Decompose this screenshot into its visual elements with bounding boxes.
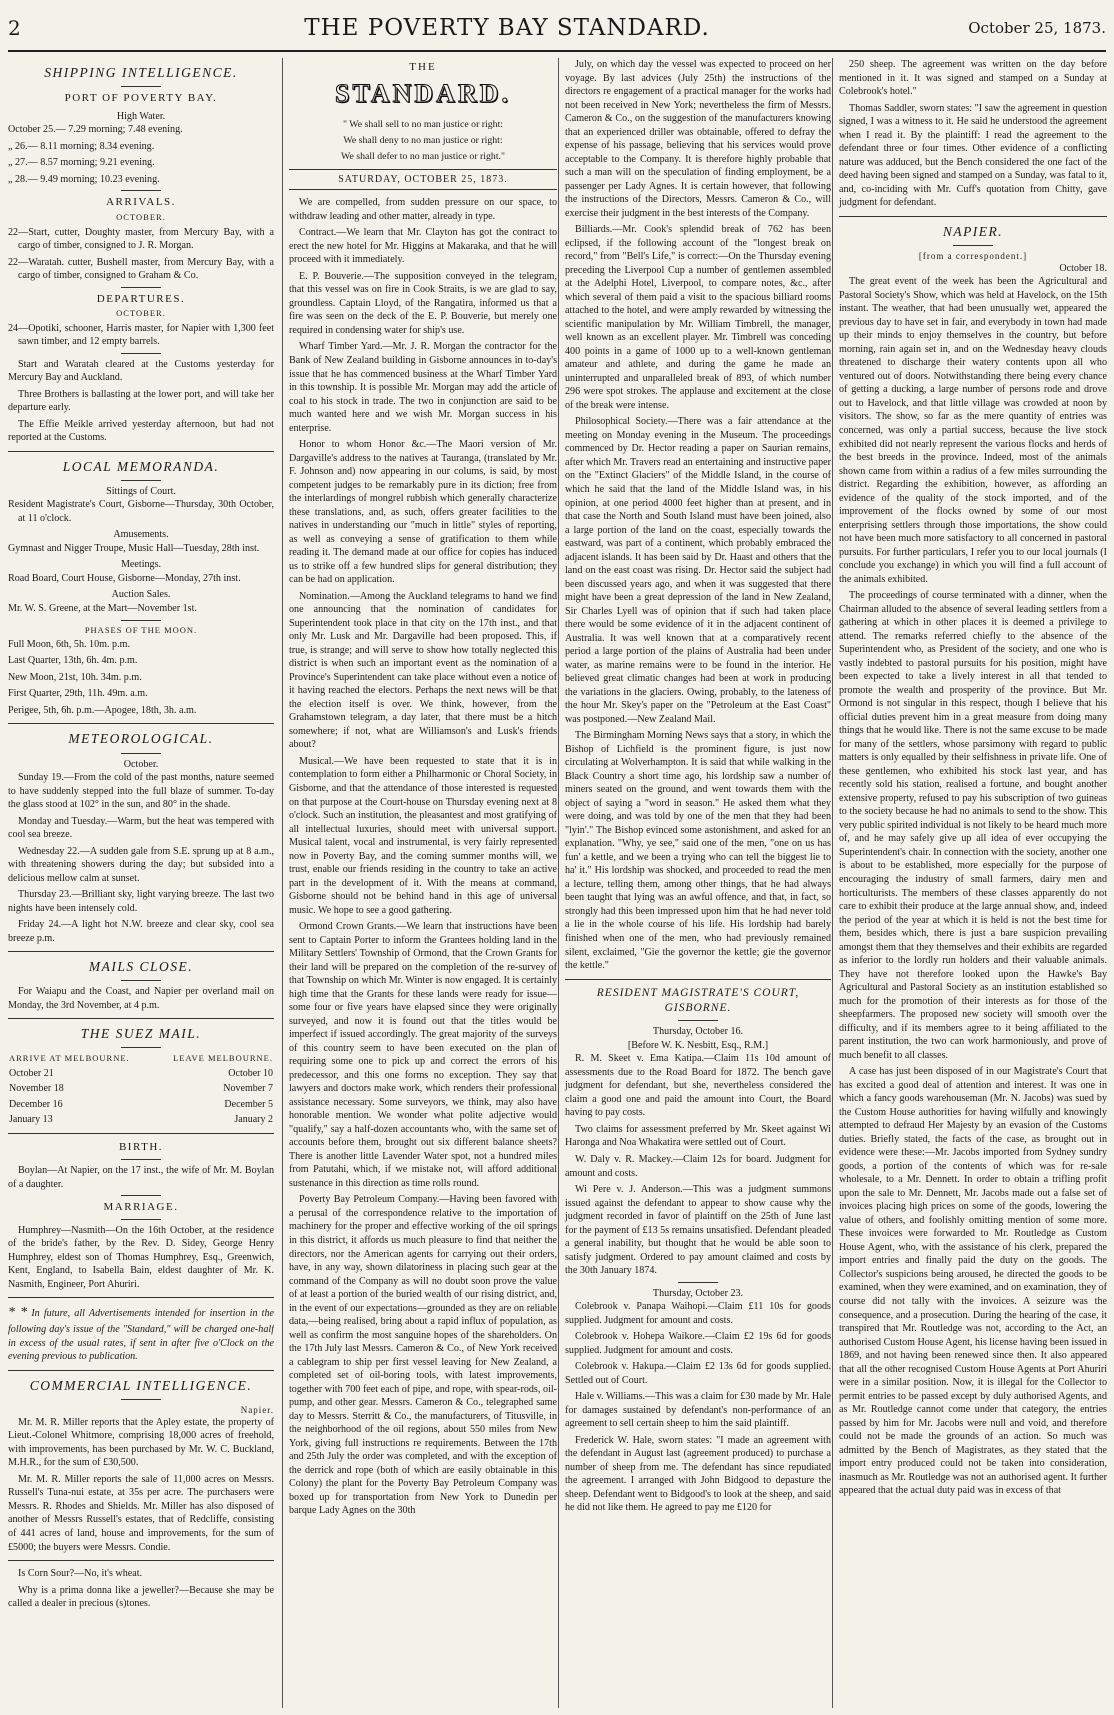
motto-line: " We shall sell to no man justice or right: [342, 118, 504, 130]
column-2 [282, 58, 557, 1708]
moon-heading: PHASES OF THE MOON. [84, 624, 198, 635]
auction-heading: Auction Sales. [111, 589, 171, 601]
masthead [8, 6, 1106, 52]
court-case: Colebrook v. Hohepa Waikore.—Claim £2 19s 6d for goods supplied. Judgment for amount and costs. [565, 1331, 831, 1356]
table-cell: December 5 [224, 1098, 273, 1110]
table-row [8, 1097, 274, 1112]
commercial-paragraph: Mr. M. R. Miller reports the sale of 11,000 acres on Messrs. Russell's Tuna-nui estate, at 35s per acre. The purchasers were Messrs. R. Rhodes and Shields. Mr. Miller has also disposed of another of Messrs Russell's estates, that of Redcliffe, consisting of 441 acres of land, house and improvements, for the sum of £5000; the buyers were Messrs. Condie. [8, 1473, 274, 1553]
moon-phase-entry: First Quarter, 29th, 11h. 49m. a.m. [8, 688, 148, 700]
napier-correspondent: [from a correspondent.] [918, 250, 1028, 261]
weather-entry: Thursday 23.—Brilliant sky, light varying breeze. The last two nights have been intensely cold. [8, 889, 274, 914]
divider [121, 1219, 161, 1220]
divider [121, 753, 161, 754]
divider [121, 1399, 161, 1400]
editorial-paragraph: Musical.—We have been requested to state that it is in contemplation to form either a Philharmonic or Choral Society, in Gisborne, and that the attendance of those interested is requested on that purpose at the Court-house on Thursday evening next at 8 o'clock. Such an institution, the pleasantest and most gratifying of all intellectual luxuries, should meet with universal support. Musical talent, vocal and instrumental, is very fairly represented now in Poverty Bay, and the coming summer months will, we trust, enable our friends residing in the country to take an active part in the development of it. With the means at command, Gisborne should not be behind hand in this age of universal music. We hope to see a good gathering. [289, 755, 557, 916]
news-paragraph: Billiards.—Mr. Cook's splendid break of 762 has been eclipsed, if the following account of the "longest break on record," from "Bell's Life," is correct:—On the Thursday evening preceding the Liverpool Cup a number of gentlemen assembled at the Adelphi Hotel, Liverpool, to compare notes, &c., after which several of them paid a visit to the spacious billiard rooms attached to the hotel, and were amply rewarded by witnessing the scientific manipulation by Mr. William Timbrell, the manager, well known as an excellent player. Mr. Timbrell was conceding 400 points in a game of 1000 up to a well-known gentleman amateur and athlete, and during the game he made an uninterrupted and unparalleled break of 893, of which number 296 were spot strokes. The applause and excitement at the close of the break were intense. [565, 224, 831, 411]
moon-phase-entry: Last Quarter, 13th, 6h. 4m. p.m. [8, 655, 138, 667]
page-columns [8, 58, 1106, 1708]
suez-mail-heading: THE SUEZ MAIL. [80, 1026, 202, 1042]
amusements-heading: Amusements. [113, 529, 169, 541]
court-cases-16 [565, 1052, 831, 1277]
shipping-note: Start and Waratah cleared at the Customs yesterday for Mercury Bay and Auckland. [8, 358, 274, 384]
table-row [8, 1112, 274, 1127]
court-magistrate: [Before W. K. Nesbitt, Esq., R.M.] [627, 1039, 769, 1051]
section-rule [565, 979, 831, 980]
shipping-heading: SHIPPING INTELLIGENCE. [44, 65, 238, 80]
arrivals-month: OCTOBER. [116, 212, 166, 223]
birth-heading: BIRTH. [118, 1141, 164, 1154]
suez-mail-table [8, 1052, 274, 1127]
standard-logo: STANDARD. [334, 78, 512, 108]
divider [121, 190, 161, 191]
table-cell: January 13 [9, 1113, 53, 1125]
meteorological-month: October. [123, 758, 159, 770]
section-rule [8, 1133, 274, 1134]
court-heading: RESIDENT MAGISTRATE'S COURT, GISBORNE. [596, 986, 800, 1014]
editorial-paragraphs [289, 196, 557, 1518]
mails-close-text: For Waiapu and the Coast, and Napier per overland mail on Monday, the 3rd November, at 4 p.m. [8, 986, 274, 1011]
news-paragraph: July, on which day the vessel was expected to proceed on her voyage. By last advices (July 25th) the instructions of the directors re engagement of a practical manager for the works had not been received in New York; nevertheless the firm of Messrs. Cameron & Co., on the suggestion of the manufacturers knowing that an experienced driller was obtainable, offered to defray the expense of his passage, believing that his services would prove acceptable to the Company. It is therefore highly probable that such a man will on the speculation of finding employment, be a passenger per Lady Agnes. It is certain however, that following the instructions of the Directors, Messrs. Cameron & Co., will exercise their judgment in the best interests of the Company. [565, 59, 831, 219]
port-heading: PORT OF POVERTY BAY. [64, 92, 218, 105]
editorial-the: THE [409, 61, 437, 73]
motto-line: We shall deny to no man justice or right: [343, 134, 503, 146]
jokes [8, 1567, 274, 1611]
moon-phase-entry: Full Moon, 6th, 5h. 10m. p.m. [8, 638, 130, 650]
divider [121, 1195, 161, 1196]
news-paragraph: Philosophical Society.—There was a fair attendance at the meeting on Monday evening in the Museum. The proceedings commenced by Dr. Hector reading a paper on Saurian remains, after which Mr. Travers read an entertaining and instructive paper on the "Extinct Glaciers" of the Middle Island, in the course of which he said that the land of the Middle Island was, in his opinion, at one period 4000 feet higher than at present, and in that case the North and South Island must have been joined, also a large portion of the land on the coast, especially towards the eastward, was part of a continent, which probably embraced the adjacent islands. It has been said by Dr. Haast and others that the land on the east coast was rising. Dr. Hector said the subject had been discussed years ago, and when it was suggested that there might have been a great depression of the land in New Zealand, Sir Charles Lyell was of opinion that if such had taken place there would be some evidence of it in the adjacent continent of Australia. It was well known that at a comparatively recent period a large portion of the plains of Australia had been under water, as marine remains were to be found in the interior. He believed great climatic changes had been at work in producing the variations in the glaciers. Owing, probably, to the lateness of the hour Mr. Skey's paper on the "Petroleum at the East Coast" was postponed.—New Zealand Mail. [565, 416, 831, 725]
departure-entry: 24—Opotiki, schooner, Harris master, for Napier with 1,300 feet sawn timber, and 12 empty barrels. [8, 322, 274, 348]
asterism-icon: * * [8, 1305, 28, 1321]
commercial-paragraph: Mr. M. R. Miller reports that the Apley estate, the property of Lieut.-Colonel Whitmore, comprising 18,000 acres of freehold, with improvements, has been purchased by Mr. W. C. Buckland, M.H.R., for the sum of £30,500. [8, 1416, 274, 1469]
sittings-heading: Sittings of Court. [106, 485, 176, 497]
weather-entry: Wednesday 22.—A sudden gale from S.E. sprung up at 8 a.m., with threatening showers during the day; but subsided into a delicious mellow calm at sunset. [8, 845, 274, 884]
section-rule [8, 1018, 274, 1019]
court-case: Colebrook v. Hakupa.—Claim £2 13s 6d for goods supplied. Settled out of Court. [565, 1361, 831, 1386]
moon-phases-list [8, 638, 274, 718]
section-rule [8, 951, 274, 952]
editorial-paragraph: Poverty Bay Petroleum Company.—Having been favored with a perusal of the correspondence relative to the importation of machinery for the proper and effective working of the oil springs in this district, it affords us much pleasure to find that neither the directors, nor the American agents for carrying out their orders, have, in any way, shown dilatoriness in placing such gear at the command of the Company as will no doubt soon prove the value of at least a portion of the buried wealth of our rising district, and, in the event of our expectations—grounded as they are on reliable data,—being realised, bring about a rapid influx of population, as well as confirm the most sanguine hopes of the shareholders. On the 17th July last Messrs. Cameron & Co., of New York received a cablegram to ship per first vessel leaving for New Zealand, a completed set of oil-boring tools, with latest improvements, together with 700 feet each of pipe, and rope, with spear-rods, oil-pump, and other gear. Messrs. Cameron & Co., telegraphed same day to Messrs. Sterritt & Co., the manufacturers, of Titusville, in the neighborhood of the oil regions, about 550 miles from New York, giving full instructions re requirements. Between the 17th and 25th July the order was completed, and with the exception of the derrick and rope (both of which are easily obtainable in this Colony) the plant for the Poverty Bay Petroleum Company was boxed up for transportation from New York to Dunedin per barque Lady Agnes on the 30th [289, 1194, 557, 1517]
mails-close-heading: MAILS CLOSE. [88, 959, 194, 975]
news-paragraph: The Birmingham Morning News says that a story, in which the Bishop of Lichfield is the prominent figure, is just now circulating at Wolverhampton. It is said that while walking in the Black Country a short time ago, his lordship saw a number of miners seated on the ground, and went towards them with the object of saying a "word in season." He asked them what they were doing, and was told by one of the men that they had been "lyin'." The Bishop evinced some astonishment, and asked for an explanation. "Why, ye see," said one of the men, "one on us has fun' a kettle, and we been a trying who can tell the biggest lie to ha' it." His lordship was shocked, and proceeded to read the men a lecture, telling them, among other things, that he had always been taught that lying was an awful offence, and that, in fact, so strongly had this been impressed upon him that he had never told a lie in the whole course of his life. His lordship had barely finished when one of the men, who had previously remained silent, exclaimed, "Gie the governor the kettle; gie the governor the kettle." [565, 730, 831, 972]
table-row [8, 1066, 274, 1081]
court-date: Thursday, October 16. [652, 1026, 744, 1038]
editorial-paragraph: E. P. Bouverie.—The supposition conveyed in the telegram, that this vessel was on fire in Cook Straits, is we are glad to say, groundless. Captain Lloyd, of the Rangatira, informed us that a fire was seen on the deck of the E. P. Bouverie, but merely one required in condensing water for ship's use. [289, 270, 557, 336]
column-4 [832, 58, 1107, 1708]
court-case: R. M. Skeet v. Ema Katipa.—Claim 11s 10d amount of assessments due to the Road Board for 1872. The bench gave judgment for defendant, but she, nevertheless considered the claim a good one and paid the amount into Court, the Board having to pay costs. [565, 1053, 831, 1119]
tide-entry: „ 26.— 8.11 morning; 8.34 evening. [8, 140, 155, 152]
court-continuation [839, 58, 1107, 210]
court-case: Colebrook v. Panapa Waihopi.—Claim £11 10s for goods supplied. Judgment for amount and costs. [565, 1301, 831, 1326]
arrivals-list [8, 226, 274, 283]
column-1 [8, 58, 274, 1708]
joke-paragraph: Why is a prima donna like a jeweller?—Because she may be called a dealer in precious (s)tones. [8, 1584, 274, 1610]
editorial-dateline: SATURDAY, OCTOBER 25, 1873. [289, 169, 557, 190]
editorial-paragraph: Contract.—We learn that Mr. Clayton has got the contract to erect the new hotel for Mr. Higgins at Makaraka, and that he will proceed with it immediately. [289, 227, 557, 266]
amusements-text: Gymnast and Nigger Troupe, Music Hall—Tuesday, 28th inst. [8, 542, 260, 554]
section-rule [8, 1370, 274, 1371]
news-paragraph: Thomas Saddler, sworn states: "I saw the agreement in question signed, I was a witness to it. He said he understood the agreement when I read it. By the plaintiff: I read the agreement to the defendant three or four times. Other evidence of a conflicting nature was adduced, but the Bench considered the one fact of the deed having been signed and stamped on a Sunday, was fatal to it, and, co-inciding with Mr. Cuff's quotation from Chitty, gave judgment for defendant. [839, 102, 1107, 209]
weather-entry: Friday 24.—A light hot N.W. breeze and clear sky, cool sea breeze p.m. [8, 919, 274, 944]
divider [953, 245, 993, 246]
napier-date: October 18. [1059, 262, 1107, 274]
notice-text: In future, all Advertisements intended for insertion in the following day's issue of the "Standard," will be charged one-half in excess of the usual rates, if sent in after five o'Clock on the evening previous to publication. [8, 1308, 274, 1363]
issue-date: October 25, 1873. [968, 19, 1106, 37]
divider [121, 1159, 161, 1160]
weather-entry: Sunday 19.—From the cold of the past months, nature seemed to have suddenly stepped into the full blaze of summer. To-day the glass stood at 102° in the sun, and 80° in the shade. [8, 772, 274, 811]
arrival-entry: 22—Waratah. cutter, Bushell master, from Mercury Bay, with a cargo of timber, consigned to Graham & Co. [8, 256, 274, 282]
editorial-paragraph: Honor to whom Honor &c.—The Maori version of Mr. Dargaville's address to the natives at Tauranga, (translated by Mr. F. Johnson and) now appearing in our colums, is said, by most competent judges to be remarkably pure in its diction; free from the interlardings of mongrel rubbish which generally characterize these translations, and, as such, offers greater facilities to the natives in understanding our "much in little" styles of reporting, as well as conveying a sense of gratification to them while reading it. The demand made at our office for copies has induced us to strike off a few hundred slips for general distribution; they can be had on application. [289, 439, 557, 586]
newspaper-title: THE POVERTY BAY STANDARD. [304, 15, 710, 41]
court-case: Two claims for assessment preferred by Mr. Skeet against Wi Haronga and Noa Whakatira were settled out of Court. [565, 1123, 831, 1149]
editorial-paragraph: Nomination.—Among the Auckland telegrams to hand we find one announcing that the nomination of candidates for Superintendent took place in that city on the 17th inst., and that only Mr. Lusk and Mr. Dargaville had been proposed. This, if true, is strange; and will serve to show how totally neglected this district is when such an important event as the nomination of a Province's Superintendent can take place without even a notice of it having reached the electors. Perhaps the next news will be that the election itself is over. We think, however, from the Grahamstown telegram, a day later, that there must be a hitch somewhere; if not, what are Williamson's and Lusk's friends about? [289, 590, 557, 751]
table-cell: December 16 [9, 1098, 63, 1110]
table-cell: October 10 [228, 1067, 273, 1079]
divider [121, 86, 161, 87]
motto-line: We shall defer to no man justice or right." [341, 150, 505, 162]
arrival-entry: 22—Start, cutter, Doughty master, from Mercury Bay, with a cargo of timber, consigned to J. R. Morgan. [8, 226, 274, 252]
moon-phase-entry: New Moon, 21st, 10h. 34m. p.m. [8, 671, 142, 683]
tide-entry: „ 28.— 9.49 morning; 10.23 evening. [8, 173, 160, 185]
tide-entry: „ 27.— 8.57 morning; 9.21 evening. [8, 157, 155, 169]
court-case: Hale v. Williams.—This was a claim for £30 made by Mr. Hale for damages sustained by defendant's non-performance of an agreement to sell certain sheep to him the said plaintiff. [565, 1391, 831, 1430]
table-row [8, 1081, 274, 1096]
napier-paragraph: The great event of the week has been the Agricultural and Pastoral Society's Show, which was held at Havelock, on the 15th instant. The weather, that had been unusually wet, appeared the previous day to have set in fair, and everybody in town had made up their minds to enjoy themselves in the country, but before morning, rain again set in, and on the Wednesday heavy clouds threatened to discharge their watery contents upon all who ventured out of doors. Notwithstanding there being every chance of getting a ducking, a large number of persons rode and drove out to Havelock, and that little village was crowded at noon by visitors. The show, so far as the mere quantity of entries was concerned, was only a partial success, because the live stock exhibited did not nearly represent the various flocks and herds of the best breeds in the province. Indeed, most of the animals shown came from within a radius of a few miles surrounding the district. Regarding the exhibition, however, as affording an evidence of the quality of the stock imported, and of the improvement of the flocks owned by some of our most enterprising settlers through those importations, the show could not have been much more satisfactory to all concerned in pastoral pursuits. For further particulars, I refer you to our local journals (I conclude you exchange) in which you will find a full account of the animals exhibited. [839, 276, 1107, 585]
tide-list [8, 123, 274, 186]
table-cell: November 18 [9, 1083, 64, 1095]
court-case: Frederick W. Hale, sworn states: "I made an agreement with the defendant in August last (agreement produced) to purchase a number of sheep from me. The defendant has since repudiated the agreement. I arranged with John Bidgood to depasture the sheep. Defendant went to Bidgood's to look at the sheep, and said he did not like them. He agreed to pay me £120 for [565, 1434, 831, 1514]
napier-heading: NAPIER. [942, 223, 1004, 239]
advertising-notice [8, 1304, 274, 1363]
editorial-paragraph: Ormond Crown Grants.—We learn that instructions have been sent to Captain Porter to inform the Grantees holding land in the Military Settlers' Township of Ormond, that the Crown Grants for their land will be prepared on the completion of the re-survey of that Township on which Mr. Winter is now engaged. It is certainly high time that the Grants for these lands were ready for issue—some four or five years have elapsed since they were originally surveyed, and now it is found out that the titles would be imperfect if issued accordingly. The great majority of the surveys of this country seem to have been executed on the plan of requiring some one to pick up and correct the errors of his predecessor, and this one forms no exception. They say that lawyers and doctors make work, which renders their professional assistance necessary. Some surveyors, we think, may also have honorable mention. We wonder what polite adjective would "qualify," say a half-dozen accountants who, with the same set of accounts before them, brought out six different balance sheets? There is another little Lavender Water spot, not a hundred miles from Patutahi, which, if we mistake not, will afford additional sustenance in this direction as time rolls round. [289, 921, 557, 1189]
court-date: Thursday, October 23. [652, 1287, 744, 1299]
court-case: Wi Pere v. J. Anderson.—This was a judgment summons issued against the defendant to appear to show cause why the judgment recorded in favor of plaintiff on the 25th of June last for the payment of £13 5s remains unsatisfied. Defendant pleaded a general inability, but thought that he would be able soon to satisfy judgment. Ordered to pay amount claimed and costs by the 30th January 1874. [565, 1184, 831, 1277]
napier-paragraphs [839, 275, 1107, 1497]
local-memoranda-heading: LOCAL MEMORANDA. [62, 458, 220, 474]
napier-paragraph: A case has just been disposed of in our Magistrate's Court that has excited a good deal of attention and interest. It was one in which a fancy goods warehouseman (Mr. N. Jacobs) was sued by the Custom House authorities for having wilfully and knowingly attempted to defraud Her Majesty by an evasion of the Customs duties. Briefly stated, the facts of the case, as brought out in evidence were these:—Mr. Jacobs imported from Sydney sundry goods, a portion of the contents of which was for re-sale wholesale, to a Mr. Dennett. In order to obtain a trifling profit upon the sale to Mr. Dennett, Mr. Jacobs made out a false set of invoices placing high prices on some of the goods, lowering the value of others, and foolishly omitting mention of some more. These invoices were forwarded to Mr. Routledge as Custom House Agent, who, with the assistance of his clerk, prepared the import entries and finally paid the duty on the goods. The Collector's suspicions being aroused, he directed the goods to be examined, when they were examined, and on examination, they of course did not tally with the invoices. A seizure was the consequence, and a prosecution. During the hearing of the case, it transpired that Mr. Routledge was not, according to the Act, an authorised Custom House Agent, his license having been issued in 1869, and not having been renewed since then. It also appeared that all the other recognised Custom House Agents at Port Ahuriri were in a similar position. Now, it is illegal for the Collector to permit entries to be passed except by duly authorised Agents, and as Mr. Routledge cannot come under that category, the entries passed by him for Mr. Jacobs were null and void, and therefore could not be made the grounds of an action. So much was admitted by the Bench of Magistrates, as they stated that the import entry produced could not be taken into consideration, inasmuch as Mr. Routledge was not an authorised agent. It further appeared that the actual duty paid was in excess of that [839, 1066, 1107, 1497]
divider [121, 480, 161, 481]
section-rule [8, 1297, 274, 1298]
divider [678, 1282, 718, 1283]
departures-list [8, 322, 274, 349]
editorial-paragraph: We are compelled, from sudden pressure on our space, to withdraw leading and other matter, already in type. [289, 197, 557, 222]
weather-entries [8, 771, 274, 945]
table-cell: October 21 [9, 1067, 54, 1079]
commercial-paragraphs [8, 1416, 274, 1554]
arrivals-heading: ARRIVALS. [106, 196, 176, 209]
tide-entry: October 25.— 7.29 morning; 7.48 evening. [8, 124, 183, 136]
departures-month: OCTOBER. [116, 308, 166, 319]
high-water-heading: High Water. [116, 110, 166, 122]
page-number: 2 [8, 16, 21, 40]
meetings-heading: Meetings. [120, 559, 162, 571]
table-header: LEAVE MELBOURNE. [173, 1053, 273, 1064]
editorial-motto [289, 118, 557, 163]
weather-entry: Monday and Tuesday.—Warm, but the heat was tempered with cool sea breeze. [8, 815, 274, 841]
section-rule [8, 451, 274, 452]
divider [121, 353, 161, 354]
marriage-text: Humphrey—Nasmith—On the 16th October, at the residence of the bride's father, by the Rev. D. Sidey, George Henry Humphrey, eldest son of Thomas Humphrey, Esq., Greenwich, Kent, England, to Isabella Bain, eldest daughter of Mr. K. Nasmith, Engineer, Port Ahuriri. [8, 1224, 274, 1290]
news-paragraphs [565, 58, 831, 973]
departures-heading: DEPARTURES. [96, 292, 186, 305]
section-rule [8, 1560, 274, 1561]
divider [121, 287, 161, 288]
sittings-text: Resident Magistrate's Court, Gisborne—Thursday, 30th October, at 11 o'clock. [8, 499, 274, 524]
divider [678, 1020, 718, 1021]
commercial-heading: COMMERCIAL INTELLIGENCE. [29, 1377, 253, 1393]
divider [121, 1047, 161, 1048]
shipping-notes [8, 358, 274, 445]
napier-paragraph: The proceedings of course terminated with a dinner, when the Chairman alluded to the absence of several leading settlers from a gathering at which in other places it is deemed a privilege to attend. The remarks referred chiefly to the absence of the Superintendent who, as President of the society, and one who is vastly indebted to pastoral pursuits for his position, might have been expected to take a lively interest in all that tended to promote the wealth and prosperity of the province. But Mr. Ormond is not singular in this respect, though I believe that his official duties prevent him in a great measure from doing many things that he would like. There is not the same excuse to be made for many of the settlers, whose parsimony with regard to public matters is only equalled by their selfishness in private life. One of these gentlemen, who exhibited his stock last year, and has recently sold his station, realised a fortune, and bought another extensive property, refused to pay his subscription of two guineas to the society because he had no animals to send to the show. This very public spirited individual is not likely to be heard much more of, and he may safely give up all idea of ever occupying the Superintendent's chair. In connection with the society, another one is about to be established, more especially for the purpose of encouraging the industry of small farmers, dairy men and horticulturists. The members of these classes apparently do not care to exhibit their produce at the large annual show, and, indeed the period of the year at which it is held is not the best time for them, besides which, there is just a bare suspicion prevailing amongst them that they themselves and their exhibits are regarded as inferior to the lordly run holders and their valuable animals. They have not therefore looked upon the Hawke's Bay Agricultural and Pastoral Society as an institution established so much for the promotion of their interests as for those of the sheepfarmers. The proposed new society will smooth over the difficulty, and if its members agree to it being affiliated to the parent institution, the two can work harmoniously, and prove of much benefit to all classes. [839, 590, 1107, 1061]
shipping-note: Three Brothers is ballasting at the lower port, and will take her departure early. [8, 388, 274, 414]
divider [121, 620, 161, 621]
court-cases-23 [565, 1300, 831, 1515]
commercial-place: Napier. [240, 1404, 274, 1415]
section-rule [839, 216, 1107, 217]
table-header: ARRIVE AT MELBOURNE. [9, 1053, 130, 1064]
table-cell: January 2 [234, 1113, 273, 1125]
news-paragraph: 250 sheep. The agreement was written on the day before mentioned in it. It was signed and stamped on a Sunday at Colebrook's hotel." [839, 59, 1107, 98]
moon-phase-entry: Perigee, 5th, 6h. p.m.—Apogee, 18th, 3h. a.m. [8, 704, 197, 716]
divider [121, 980, 161, 981]
editorial-paragraph: Wharf Timber Yard.—Mr. J. R. Morgan the contractor for the Bank of New Zealand building in Gisborne announces in to-day's issue that he has commenced business at the Wharf Timber Yard in this township. It is possible Mr. Morgan may add the article of coal to his stock in trade. The two in conjunction are said to be much wanted here and we wish Mr. Morgan success in his enterprise. [289, 341, 557, 434]
birth-text: Boylan—At Napier, on the 17 inst., the wife of Mr. M. Boylan of a daughter. [8, 1165, 274, 1190]
meteorological-heading: METEOROLOGICAL. [68, 731, 214, 747]
section-rule [8, 723, 274, 724]
court-case: W. Daly v. R. Mackey.—Claim 12s for board. Judgment for amount and costs. [565, 1154, 831, 1179]
marriage-heading: MARRIAGE. [103, 1201, 179, 1214]
shipping-note: The Effie Meikle arrived yesterday afternoon, but had not reported at the Customs. [8, 418, 274, 444]
meetings-text: Road Board, Court House, Gisborne—Monday, 27th inst. [8, 572, 241, 584]
column-3 [558, 58, 831, 1708]
auction-text: Mr. W. S. Greene, at the Mart—November 1st. [8, 603, 197, 614]
joke-paragraph: Is Corn Sour?—No, it's wheat. [18, 1568, 143, 1580]
table-cell: November 7 [223, 1083, 273, 1095]
